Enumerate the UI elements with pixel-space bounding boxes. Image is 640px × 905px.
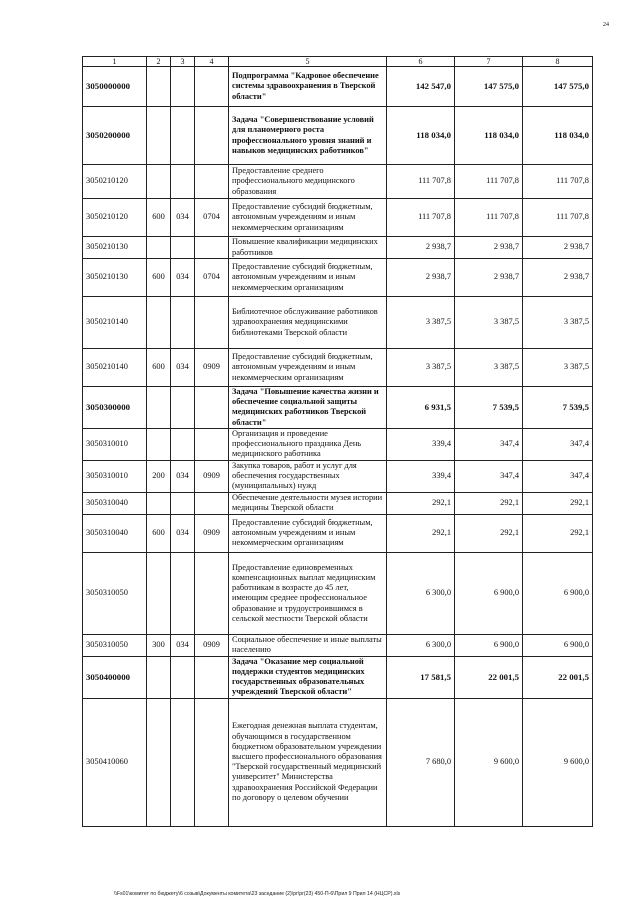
row-value-7: 2 938,7	[455, 237, 523, 259]
row-col-3	[171, 428, 195, 460]
row-name: Задача "Оказание мер социальной поддержки студентов медицинских государственных образовательных учреждений Тверской области"	[229, 656, 387, 698]
column-header: 6	[387, 57, 455, 67]
table-row	[83, 297, 593, 349]
file-path-footer: \\Fs01\комитет по бюджету\6 созыв\Документы комитета\23 заседание (2)\pr\pr(23) 450-П-6\Прил 9 Прил 14 (НЦСР).xls	[114, 891, 401, 897]
column-header: 1	[83, 57, 147, 67]
row-value-8: 147 575,0	[523, 67, 593, 107]
table-row	[83, 428, 593, 460]
row-value-6: 111 707,8	[387, 199, 455, 237]
row-col-2	[147, 492, 171, 514]
row-col-3	[171, 656, 195, 698]
table-row	[83, 349, 593, 387]
row-value-6: 17 581,5	[387, 656, 455, 698]
row-code: 3050210120	[83, 165, 147, 199]
row-col-2: 600	[147, 259, 171, 297]
row-value-6: 118 034,0	[387, 107, 455, 165]
row-name: Обеспечение деятельности музея истории медицины Тверской области	[229, 492, 387, 514]
row-col-2	[147, 698, 171, 826]
row-value-6: 142 547,0	[387, 67, 455, 107]
table-row	[83, 552, 593, 634]
row-col-2	[147, 656, 171, 698]
table-row	[83, 199, 593, 237]
row-col-4	[195, 297, 229, 349]
row-col-3: 034	[171, 514, 195, 552]
row-col-4: 0704	[195, 259, 229, 297]
row-value-8: 2 938,7	[523, 237, 593, 259]
row-name: Библиотечное обслуживание работников здравоохранения медицинскими библиотеками Тверской области	[229, 297, 387, 349]
row-value-8: 7 539,5	[523, 387, 593, 429]
row-value-6: 292,1	[387, 492, 455, 514]
row-value-6: 7 680,0	[387, 698, 455, 826]
row-value-7: 292,1	[455, 514, 523, 552]
row-value-7: 292,1	[455, 492, 523, 514]
row-col-3: 034	[171, 349, 195, 387]
row-col-4: 0909	[195, 634, 229, 656]
row-value-7: 9 600,0	[455, 698, 523, 826]
row-value-6: 339,4	[387, 428, 455, 460]
row-col-3	[171, 165, 195, 199]
table-row	[83, 514, 593, 552]
row-value-8: 9 600,0	[523, 698, 593, 826]
row-code: 3050310040	[83, 514, 147, 552]
row-code: 3050410060	[83, 698, 147, 826]
row-value-8: 6 900,0	[523, 634, 593, 656]
row-code: 3050310010	[83, 428, 147, 460]
table-row	[83, 259, 593, 297]
row-value-7: 6 900,0	[455, 634, 523, 656]
row-value-7: 3 387,5	[455, 349, 523, 387]
row-name: Организация и проведение профессионального праздника День медицинского работника	[229, 428, 387, 460]
row-col-4	[195, 107, 229, 165]
column-header: 3	[171, 57, 195, 67]
row-col-2: 600	[147, 514, 171, 552]
row-col-3: 034	[171, 634, 195, 656]
row-col-3	[171, 107, 195, 165]
table-row	[83, 165, 593, 199]
page-number: 24	[603, 22, 609, 28]
row-code: 3050310050	[83, 634, 147, 656]
row-col-3: 034	[171, 460, 195, 492]
row-col-2	[147, 297, 171, 349]
row-value-6: 6 931,5	[387, 387, 455, 429]
row-value-8: 118 034,0	[523, 107, 593, 165]
row-name: Повышение квалификации медицинских работников	[229, 237, 387, 259]
column-header: 2	[147, 57, 171, 67]
row-value-8: 347,4	[523, 428, 593, 460]
row-col-4	[195, 492, 229, 514]
row-col-4	[195, 656, 229, 698]
row-col-2	[147, 67, 171, 107]
row-value-7: 6 900,0	[455, 552, 523, 634]
row-col-4: 0909	[195, 514, 229, 552]
row-value-7: 111 707,8	[455, 199, 523, 237]
row-value-8: 347,4	[523, 460, 593, 492]
table-row	[83, 460, 593, 492]
row-col-2	[147, 237, 171, 259]
row-col-4: 0909	[195, 460, 229, 492]
row-value-7: 118 034,0	[455, 107, 523, 165]
row-value-6: 111 707,8	[387, 165, 455, 199]
row-value-7: 111 707,8	[455, 165, 523, 199]
row-value-6: 2 938,7	[387, 259, 455, 297]
row-col-2	[147, 552, 171, 634]
table-row	[83, 67, 593, 107]
column-header: 4	[195, 57, 229, 67]
row-value-8: 3 387,5	[523, 349, 593, 387]
row-value-6: 3 387,5	[387, 349, 455, 387]
row-value-7: 3 387,5	[455, 297, 523, 349]
row-col-4	[195, 165, 229, 199]
row-code: 3050200000	[83, 107, 147, 165]
row-value-7: 2 938,7	[455, 259, 523, 297]
row-name: Социальное обеспечение и иные выплаты населению	[229, 634, 387, 656]
row-value-8: 292,1	[523, 514, 593, 552]
row-col-3	[171, 237, 195, 259]
row-code: 3050310040	[83, 492, 147, 514]
row-value-7: 347,4	[455, 428, 523, 460]
row-col-4	[195, 237, 229, 259]
row-name: Задача "Совершенствование условий для планомерного роста профессионального уровня знаний и навыков медицинских работников"	[229, 107, 387, 165]
row-code: 3050000000	[83, 67, 147, 107]
row-value-7: 147 575,0	[455, 67, 523, 107]
row-name: Предоставление среднего профессионального медицинского образования	[229, 165, 387, 199]
row-name: Предоставление субсидий бюджетным, автономным учреждениям и иным некоммерческим организациям	[229, 514, 387, 552]
header-row	[83, 57, 593, 67]
row-col-3	[171, 67, 195, 107]
row-code: 3050210140	[83, 349, 147, 387]
row-value-8: 2 938,7	[523, 259, 593, 297]
row-name: Подпрограмма "Кадровое обеспечение системы здравоохранения в Тверской области"	[229, 67, 387, 107]
row-value-8: 111 707,8	[523, 165, 593, 199]
row-col-4: 0704	[195, 199, 229, 237]
row-value-6: 2 938,7	[387, 237, 455, 259]
row-col-2	[147, 165, 171, 199]
row-code: 3050400000	[83, 656, 147, 698]
row-value-6: 6 300,0	[387, 552, 455, 634]
row-code: 3050300000	[83, 387, 147, 429]
row-col-2	[147, 107, 171, 165]
row-col-4	[195, 428, 229, 460]
row-code: 3050210140	[83, 297, 147, 349]
row-col-4	[195, 698, 229, 826]
row-code: 3050210130	[83, 259, 147, 297]
row-col-2	[147, 387, 171, 429]
row-name: Ежегодная денежная выплата студентам, обучающимся в государственном бюджетном образовательном учреждении высшего профессионального образования "Тверской государственный медицинский университет" Министерства здравоохранения Российской Федерации по договору о целевом обучении	[229, 698, 387, 826]
row-col-2: 300	[147, 634, 171, 656]
row-value-6: 6 300,0	[387, 634, 455, 656]
row-value-8: 3 387,5	[523, 297, 593, 349]
row-col-3	[171, 387, 195, 429]
row-name: Предоставление субсидий бюджетным, автономным учреждениям и иным некоммерческим организациям	[229, 199, 387, 237]
column-header: 8	[523, 57, 593, 67]
row-col-3: 034	[171, 199, 195, 237]
row-name: Закупка товаров, работ и услуг для обеспечения государственных (муниципальных) нужд	[229, 460, 387, 492]
row-value-8: 22 001,5	[523, 656, 593, 698]
row-col-3	[171, 698, 195, 826]
row-value-7: 347,4	[455, 460, 523, 492]
row-value-7: 22 001,5	[455, 656, 523, 698]
row-value-8: 292,1	[523, 492, 593, 514]
row-col-4: 0909	[195, 349, 229, 387]
row-col-3: 034	[171, 259, 195, 297]
row-name: Предоставление субсидий бюджетным, автономным учреждениям и иным некоммерческим организациям	[229, 259, 387, 297]
row-col-2: 600	[147, 199, 171, 237]
table-row	[83, 107, 593, 165]
table-row	[83, 387, 593, 429]
row-name: Задача "Повышение качества жизни и обеспечение социальной защиты медицинских работников Тверской области"	[229, 387, 387, 429]
table-row	[83, 634, 593, 656]
row-col-2: 600	[147, 349, 171, 387]
column-header: 7	[455, 57, 523, 67]
row-value-7: 7 539,5	[455, 387, 523, 429]
table-row	[83, 492, 593, 514]
row-code: 3050310050	[83, 552, 147, 634]
table-row	[83, 656, 593, 698]
row-value-6: 3 387,5	[387, 297, 455, 349]
row-name: Предоставление единовременных компенсационных выплат медицинским работникам в возрасте до 45 лет, имеющим среднее профессиональное образование и трудоустроившимся в сельской местности Тверской области	[229, 552, 387, 634]
row-col-3	[171, 297, 195, 349]
budget-table	[82, 56, 593, 827]
table-row	[83, 237, 593, 259]
row-value-8: 6 900,0	[523, 552, 593, 634]
row-col-4	[195, 552, 229, 634]
table-row	[83, 698, 593, 826]
row-code: 3050210120	[83, 199, 147, 237]
row-code: 3050310010	[83, 460, 147, 492]
row-col-3	[171, 492, 195, 514]
row-col-4	[195, 387, 229, 429]
row-col-2: 200	[147, 460, 171, 492]
row-name: Предоставление субсидий бюджетным, автономным учреждениям и иным некоммерческим организациям	[229, 349, 387, 387]
row-col-4	[195, 67, 229, 107]
row-value-8: 111 707,8	[523, 199, 593, 237]
row-col-2	[147, 428, 171, 460]
row-code: 3050210130	[83, 237, 147, 259]
row-value-6: 339,4	[387, 460, 455, 492]
column-header: 5	[229, 57, 387, 67]
row-value-6: 292,1	[387, 514, 455, 552]
row-col-3	[171, 552, 195, 634]
